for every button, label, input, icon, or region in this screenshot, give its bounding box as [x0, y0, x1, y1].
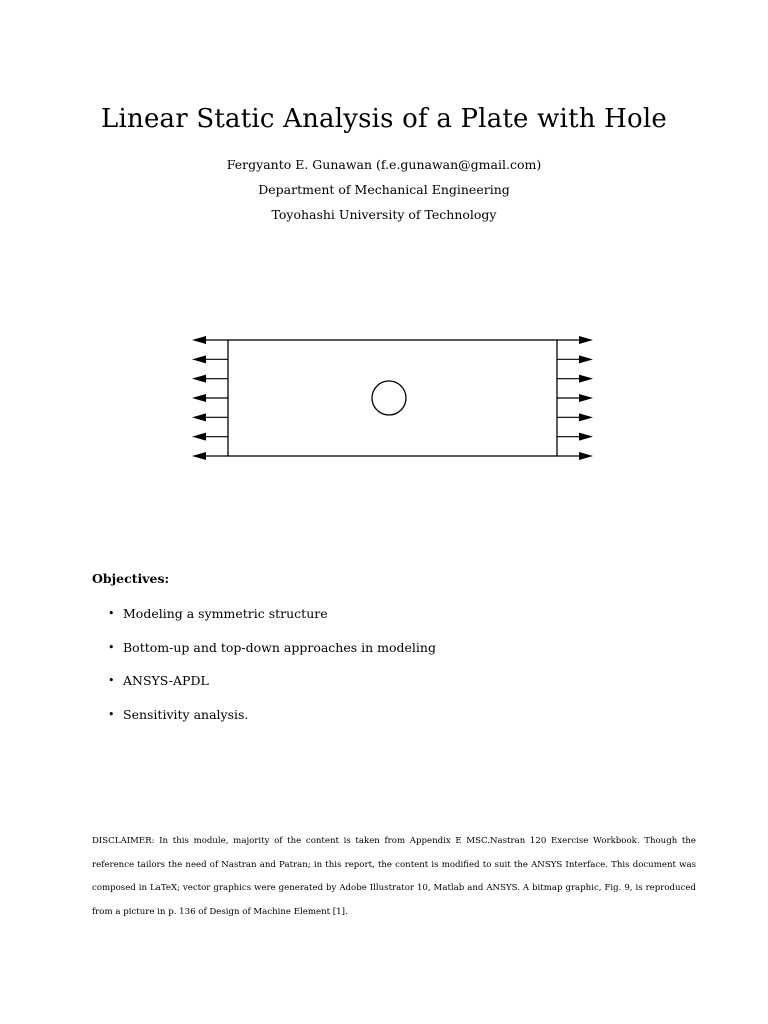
- left-load-arrows: [192, 336, 228, 460]
- department-line: Department of Mechanical Engineering: [258, 182, 510, 197]
- bullet-icon: •: [108, 640, 115, 654]
- disclaimer-paragraph: [92, 830, 696, 924]
- university-line: Toyohashi University of Technology: [271, 207, 497, 222]
- bullet-icon: •: [108, 707, 115, 721]
- right-arrow-head: [579, 375, 593, 383]
- paper-title: Linear Static Analysis of a Plate with Hole: [101, 104, 667, 134]
- objectives-heading: Objectives:: [92, 571, 170, 586]
- left-arrow-head: [192, 413, 206, 421]
- latex-logo: LaTeX: [149, 883, 178, 893]
- right-load-arrows: [557, 336, 593, 460]
- right-arrow-head: [579, 452, 593, 460]
- left-arrow-head: [192, 336, 206, 344]
- right-arrow-head: [579, 394, 593, 402]
- left-arrow-head: [192, 355, 206, 363]
- disclaimer-label: DISCLAIMER:: [92, 836, 155, 846]
- objective-text: Modeling a symmetric structure: [123, 606, 328, 621]
- bullet-icon: •: [108, 607, 115, 620]
- author-line: Fergyanto E. Gunawan (f.e.gunawan@gmail.com): [226, 157, 542, 172]
- left-arrow-head: [192, 375, 206, 383]
- left-arrow-head: [192, 433, 206, 441]
- disclaimer-text-1: In this module, majority of the content is taken from Appendix E MSC.Nastran 120 Exercise Workbook. Though the reference tailors the need of Nastran and Patran; in this report, the content is modified to suit the ANSYS Interface. This document was composed in: [92, 836, 696, 893]
- objective-text: Sensitivity analysis.: [123, 706, 249, 722]
- right-arrow-head: [579, 355, 593, 363]
- objective-text: Bottom-up and top-down approaches in modeling: [123, 639, 436, 655]
- left-arrow-head: [192, 452, 206, 460]
- objective-text: ANSYS-APDL: [123, 673, 209, 688]
- bullet-icon: •: [108, 674, 115, 687]
- disclaimer-text-2: ; vector graphics were generated by Adobe Illustrator 10, Matlab and ANSYS. A bitmap graphic, Fig. 9, is reproduced from a picture in p. 136 of Design of Machine Element [1].: [92, 883, 696, 917]
- right-arrow-head: [579, 433, 593, 441]
- right-arrow-head: [579, 413, 593, 421]
- left-arrow-head: [192, 394, 206, 402]
- right-arrow-head: [579, 336, 593, 344]
- plate-outline: [228, 340, 557, 456]
- plate-hole: [372, 381, 406, 415]
